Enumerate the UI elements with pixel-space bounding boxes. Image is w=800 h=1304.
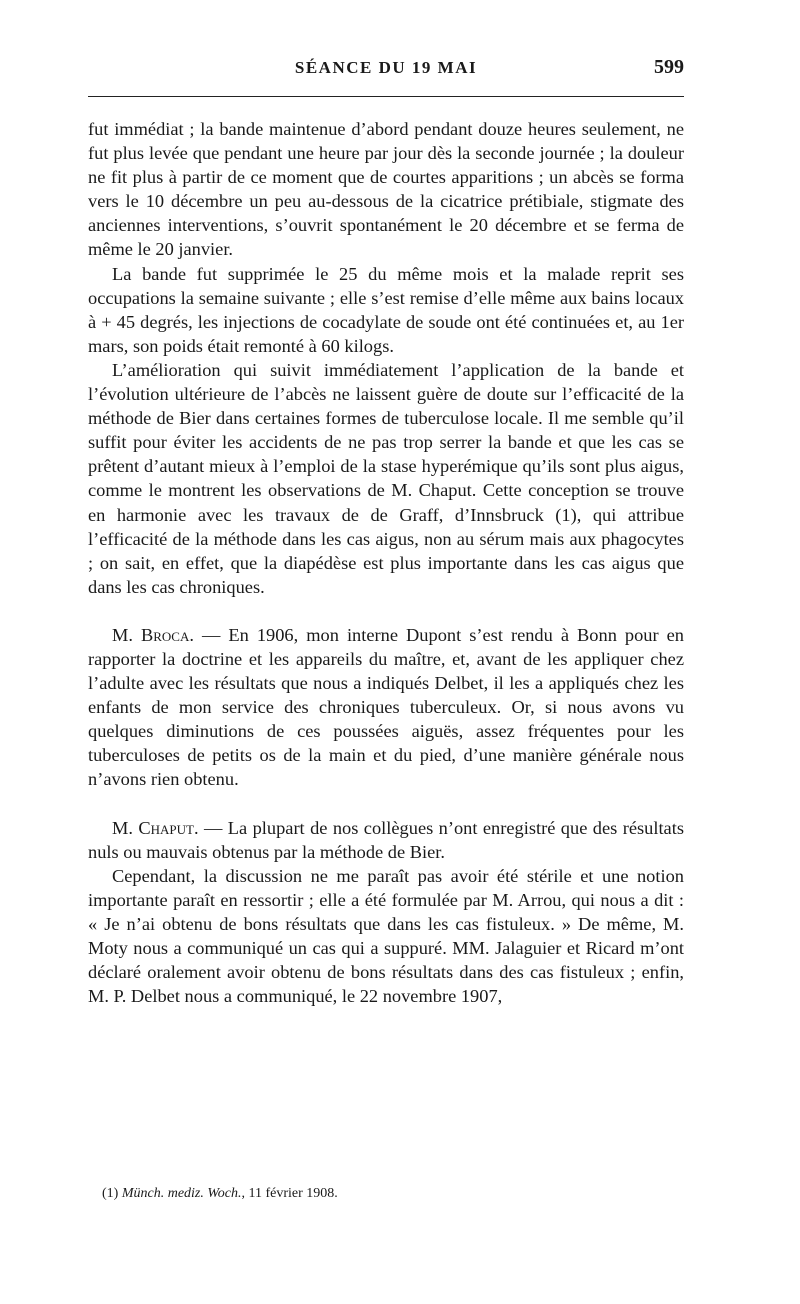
paragraph-1: fut immédiat ; la bande maintenue d’abord pendant douze heures seulement, ne fut plus levée que pendant une heure par jour dès la seconde journée ; la douleur ne fit plus à partir de ce moment que de courtes apparitions ; un abcès se forma vers le 10 décembre un peu au-dessous de la cicatrice prétibiale, stigmate des anciennes interventions, s’ouvrit spontanément le 20 décembre et se ferma de même le 20 janvier. [88, 119, 684, 260]
footnote-journal: Münch. mediz. Woch. [121, 1186, 242, 1201]
speaker-name: M. Broca. [112, 624, 194, 645]
speaker-name: M. Chaput. [112, 817, 199, 838]
footnote-marker: (1) [102, 1186, 119, 1201]
body-text [88, 117, 684, 1008]
page-header [88, 52, 684, 88]
header-rule [88, 96, 684, 97]
paragraph-gap [88, 599, 684, 623]
running-title: SÉANCE DU 19 MAI [294, 58, 478, 77]
footnote-date: , 11 février 1908. [241, 1186, 338, 1201]
paragraph-gap [88, 792, 684, 816]
document-page [88, 52, 684, 1201]
paragraph-3: L’amélioration qui suivit immédiatement l’application de la bande et l’évolution ultérieure de l’abcès ne laissent guère de doute sur l’efficacité de la méthode de Bier dans certaines formes de tuberculose locale. Il me semble qu’il suffit pour éviter les accidents de ne pas trop serrer la bande et que les cas se prêtent d’autant mieux à l’emploi de la stase hyperémique qu’ils sont plus aigus, comme le montrent les observations de M. Chaput. Cette conception se trouve en harmonie avec les travaux de de Graff, d’Innsbruck (1), qui attribue l’efficacité de la méthode dans les cas aigus, non au sérum mais aux phagocytes ; on sait, en effet, que la diapédèse est plus importante dans les cas aigus que dans les cas chroniques. [88, 359, 684, 597]
footnote [88, 1185, 684, 1203]
paragraph-broca-text: — En 1906, mon interne Dupont s’est rendu à Bonn pour en rapporter la doctrine et les appareils du maître, et, avant de les appliquer chez l’adulte avec les résultats que nous a indiqués Delbet, il les a appliqués chez les enfants de mon service des chroniques tuberculeux. Or, si nous avons vu quelques diminutions de ces poussées aiguës, assez fréquentes pour les tuberculoses de petits os de la main et du pied, d’une manière générale nous n’avons rien obtenu. [88, 624, 684, 790]
paragraph-6: Cependant, la discussion ne me paraît pas avoir été stérile et une notion importante paraît en ressortir ; elle a été formulée par M. Arrou, qui nous a dit : « Je n’ai obtenu de bons résultats que dans les cas fistuleux. » De même, M. Moty nous a communiqué un cas qui a suppuré. MM. Jalaguier et Ricard m’ont déclaré oralement avoir obtenu de bons résultats dans des cas fistuleux ; enfin, M. P. Delbet nous a communiqué, le 22 novembre 1907, [88, 865, 684, 1007]
page-number: 599 [654, 56, 684, 78]
paragraph-2: La bande fut supprimée le 25 du même mois et la malade reprit ses occupations la semaine suivante ; elle s’est remise d’elle même aux bains locaux à + 45 degrés, les injections de cocadylate de soude ont été continuées et, au 1er mars, son poids était remonté à 60 kilogs. [88, 263, 684, 356]
paragraph-chaput [88, 816, 684, 864]
paragraph-broca [88, 623, 684, 792]
paragraph-chaput-text: — La plupart de nos collègues n’ont enregistré que des résultats nuls ou mauvais obtenus par la méthode de Bier. [88, 817, 684, 862]
